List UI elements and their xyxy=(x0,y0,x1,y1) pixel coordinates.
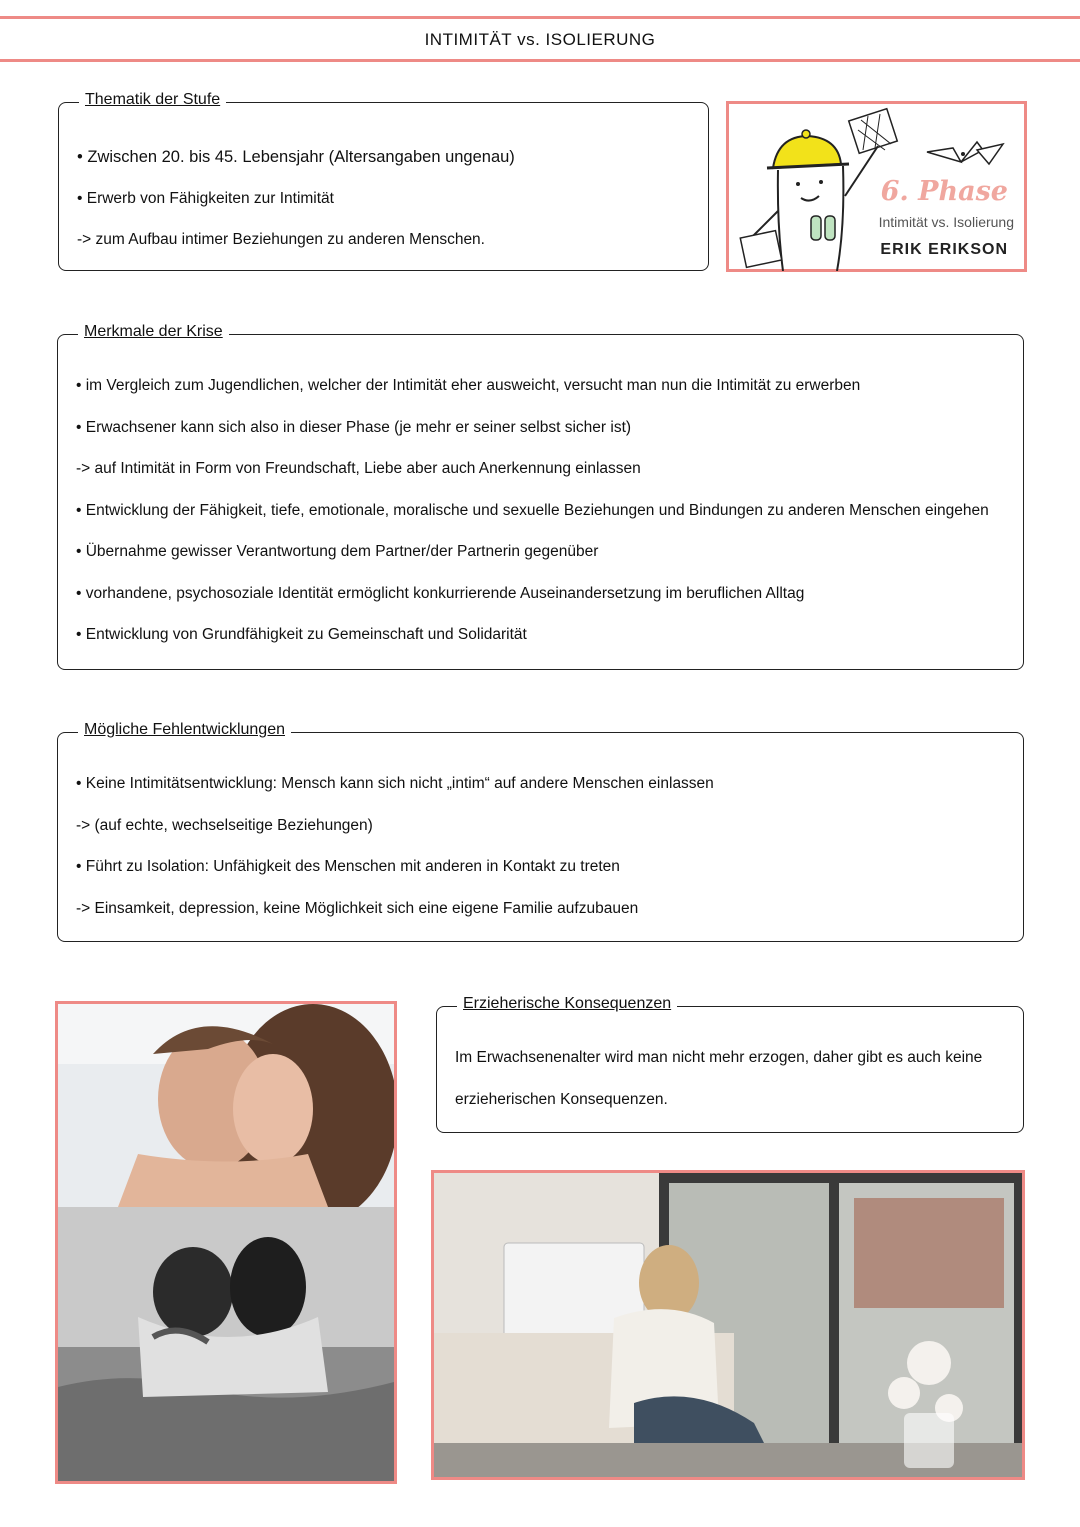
thematik-label: Thematik der Stufe xyxy=(79,91,226,109)
page-title: INTIMITÄT vs. ISOLIERUNG xyxy=(424,30,656,49)
merkmale-label: Merkmale der Krise xyxy=(78,323,229,341)
thematik-box xyxy=(58,91,709,271)
merkmale-line: • Erwachsener kann sich also in dieser Phase (je mehr er seiner selbst sicher ist) xyxy=(76,419,632,436)
thematik-line: • Zwischen 20. bis 45. Lebensjahr (Altersangaben ungenau) xyxy=(77,148,515,166)
top-rule xyxy=(0,16,1080,19)
fehlentwicklungen-label: Mögliche Fehlentwicklungen xyxy=(78,721,291,739)
merkmale-line: • im Vergleich zum Jugendlichen, welcher der Intimität eher ausweicht, versucht man nun die Intimität zu erwerben xyxy=(76,377,861,394)
thematik-line: • Erwerb von Fähigkeiten zur Intimität xyxy=(77,190,334,207)
woman-window-image xyxy=(434,1173,1022,1477)
konsequenzen-line: erzieherischen Konsequenzen. xyxy=(455,1091,668,1108)
merkmale-line: • Übernahme gewisser Verantwortung dem Partner/der Partnerin gegenüber xyxy=(76,543,599,560)
phase-number: 6. Phase xyxy=(880,176,1008,207)
konsequenzen-box xyxy=(436,995,1024,1133)
merkmale-line: • Entwicklung von Grundfähigkeit zu Gemeinschaft und Solidarität xyxy=(76,626,527,643)
konsequenzen-label: Erzieherische Konsequenzen xyxy=(457,995,677,1013)
couple-photo-top xyxy=(58,1004,394,1207)
merkmale-line: • Entwicklung der Fähigkeit, tiefe, emotionale, moralische und sexuelle Beziehungen und Bindungen zu anderen Menschen eingehen xyxy=(76,502,989,519)
couple-photo-bottom xyxy=(58,1207,394,1481)
fehlentwicklungen-line: • Keine Intimitätsentwicklung: Mensch kann sich nicht „intim“ auf andere Menschen einlassen xyxy=(76,775,714,792)
konsequenzen-line: Im Erwachsenenalter wird man nicht mehr erzogen, daher gibt es auch keine xyxy=(455,1049,983,1066)
couple-photos xyxy=(55,1001,397,1484)
fehlentwicklungen-line: -> Einsamkeit, depression, keine Möglichkeit sich eine eigene Familie aufzubauen xyxy=(76,900,639,917)
phase-badge xyxy=(726,101,1027,272)
helmet-icon xyxy=(767,130,849,168)
fehlentwicklungen-line: • Führt zu Isolation: Unfähigkeit des Menschen mit anderen in Kontakt zu treten xyxy=(76,858,620,875)
author-name: ERIK ERIKSON xyxy=(880,241,1008,258)
fehlentwicklungen-line: -> (auf echte, wechselseitige Beziehungen) xyxy=(76,817,373,834)
merkmale-box xyxy=(57,323,1024,670)
title-rule xyxy=(0,59,1080,62)
thematik-line: -> zum Aufbau intimer Beziehungen zu anderen Menschen. xyxy=(77,231,485,248)
merkmale-line: • vorhandene, psychosoziale Identität ermöglicht konkurrierende Auseinandersetzung im beruflichen Alltag xyxy=(76,585,805,602)
phase-subtitle: Intimität vs. Isolierung xyxy=(878,214,1014,230)
butterfly-icon xyxy=(923,134,1007,174)
fehlentwicklungen-box xyxy=(57,721,1024,942)
merkmale-line: -> auf Intimität in Form von Freundschaft, Liebe aber auch Anerkennung einlassen xyxy=(76,460,641,477)
woman-window-photo xyxy=(431,1170,1025,1480)
